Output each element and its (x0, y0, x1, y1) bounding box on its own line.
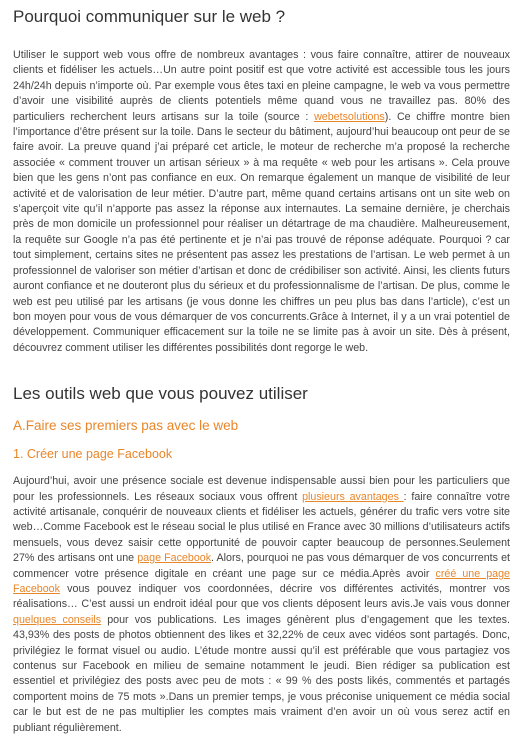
link-quelques-conseils[interactable]: quelques conseils (13, 613, 102, 626)
paragraph-text: vous pouvez indiquer vos coordonnées, décrire vos différentes activités, montrer vos réalisations… C’est aussi un endroit idéal pour que vos clients déposent leurs avis.Je vais vous donner (13, 582, 510, 611)
paragraph-text: ). Ce chiffre montre bien l’importance d’être présent sur la toile. Dans le secteur du bâtiment, aujourd’hui beaucoup ont peur de se faire avoir. La preuve quand j’ai préparé cet article, le moteur de recherche m’a proposé la recherche associée « comment trouver un artisan sérieux » à ma requête « web pour les artisans ». Cela prouve bien que les gens n’ont pas confiance en eux. On remarque également un manque de visibilité de leur activité et de valorisation de leur métier. D’autre part, même quand certains artisans ont un site web on s’aperçoit vite qu’il n’apporte pas assez la réponse aux internautes. La semaine dernière, je cherchais près de mon domicile un professionnel pour réaliser un détartrage de ma chaudière. Malheureusement, la requête sur Google n’a pas été pertinente et je n’ai pas trouvé de réponse adéquate. Pourquoi ? car tout simplement, certains sites ne présentent pas assez les prestations de l’artisan. Le web permet à un professionnel de valoriser son métier d’artisan et donc de crédibiliser son activité. Ainsi, les clients futurs auront confiance et ne douteront plus du sérieux et du professionnalisme de l’artisan. De plus, comme le web est peu utilisé par les artisans (je vous donne les chiffres un peu plus bas dans l’article), c’est un bon moyen pour vous de vous démarquer de vos concurrents.Grâce à Internet, il y a un vrai potentiel de développement. Communiquer efficacement sur la toile ne se limite pas à avoir un site. Dès à présent, découvrez comment utiliser les différentes possibilités dont regorge le web. (13, 110, 510, 354)
paragraph-facebook (13, 474, 510, 736)
paragraph-text: pour vos publications. Les images génèrent plus d’engagement que les textes. 43,93% des posts de photos obtiennent des likes et 32,22% de ceux avec vidéos sont partagés. Donc, privilégiez le format visuel ou audio. L’étude montre aussi qu’il est préférable que vous partagiez vos contenus sur Facebook en milieu de semaine notamment le jeudi. Bien rédiger sa publication est essentiel et privilégiez des posts avec peu de mots : « 99 % des posts likés, commentés et partagés comportent moins de 75 mots ».Dans un premier temps, je vous préconise uniquement ce média social car le but est de ne pas multiplier les comptes mais vraiment d’en avoir un où vous serez actif en publiant régulièrement. (13, 613, 510, 734)
item-title-facebook-page: 1. Créer une page Facebook (13, 447, 173, 462)
paragraph-text: : faire connaître votre activité artisanale, conquérir de nouveaux clients et fidéliser les actuels, générer du trafic vers votre site web…Comme Facebook est le réseau social le plus utilisé en France avec 30 millions d’utilisateurs actifs mensuels, vous devez saisir cette opportunité de pouvoir capter beaucoup de personnes.Seulement 27% des artisans ont une (13, 490, 510, 565)
link-page-facebook[interactable]: page Facebook (137, 552, 212, 565)
section-title-why-web: Pourquoi communiquer sur le web ? (13, 7, 286, 26)
paragraph-text: . Alors, pourquoi ne pas vous démarquer de vos concurrents et commencer votre présence digitale en créant une page sur ce média.Après avoir (13, 552, 510, 580)
paragraph-why-web (13, 48, 510, 356)
link-creer-page-facebook[interactable]: créé une page Facebook (13, 567, 510, 595)
section-title-web-tools: Les outils web que vous pouvez utiliser (13, 384, 308, 404)
subsection-title-first-steps: A.Faire ses premiers pas avec le web (13, 418, 239, 434)
link-webetsolutions[interactable]: webetsolutions (314, 110, 385, 123)
paragraph-text: Utiliser le support web vous offre de nombreux avantages : vous faire connaître, attirer de nouveaux clients et fidéliser les actuels…Un autre point positif est que votre activité est accessible tous les jours 24h/24h depuis n’importe où. Par exemple vous êtes taxi en pleine campagne, le web va vous permettre d’avoir une visibilité auprès de clients potentiels même quand vous ne travaillez pas. 80% des particuliers recherchent leurs artisans sur la toile (source : (13, 49, 510, 123)
paragraph-text: Aujourd’hui, avoir une présence sociale est devenue indispensable aussi bien pour les particuliers que pour les professionnels. Les réseaux sociaux vous offrent (13, 475, 510, 503)
link-plusieurs-avantages[interactable]: plusieurs avantages (302, 490, 404, 503)
